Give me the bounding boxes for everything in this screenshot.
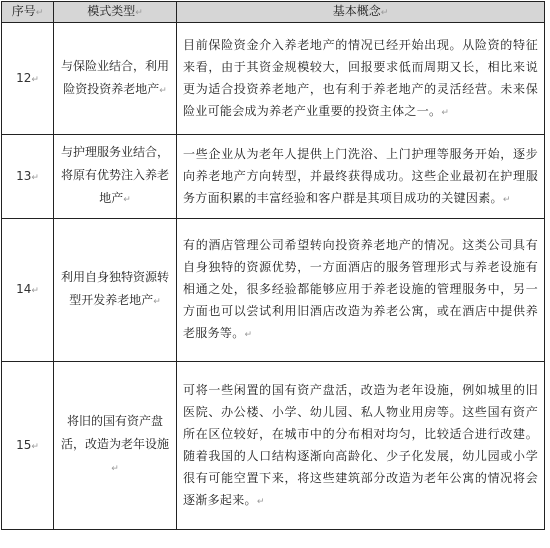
row-description: 目前保险资金介入养老地产的情况已经开始出现。从险资的特征来看，由于其资金规模较大，回报要求低而周期又长，相比来说更为适合投资养老地产，也有利于养老地产的灵活经营。未来保险业可能会成为养老产业重要的投资主体之一。↵ [177, 23, 545, 135]
row-number: 13↵ [2, 135, 54, 219]
header-basic-concept: 基本概念↵ [177, 2, 545, 23]
table-row [2, 23, 545, 135]
row-mode-type: 利用自身独特资源转型开发养老地产↵ [54, 219, 177, 362]
row-mode-type: 将旧的国有资产盘活，改造为老年设施↵ [54, 362, 177, 530]
header-mode-type: 模式类型↵ [54, 2, 177, 23]
table-header-row [2, 2, 545, 23]
table-row [2, 135, 545, 219]
row-description: 有的酒店管理公司希望转向投资养老地产的情况。这类公司具有自身独特的资源优势，一方面酒店的服务管理形式与养老设施有相通之处，很多经验都能够应用于养老设施的管理服务中，另一方面也可以尝试利用旧酒店改造为养老公寓，或在酒店中提供养老服务等。↵ [177, 219, 545, 362]
row-number: 12↵ [2, 23, 54, 135]
header-number: 序号↵ [2, 2, 54, 23]
row-mode-type: 与保险业结合，利用险资投资养老地产↵ [54, 23, 177, 135]
table-row [2, 362, 545, 530]
row-mode-type: 与护理服务业结合，将原有优势注入养老地产↵ [54, 135, 177, 219]
row-number: 14↵ [2, 219, 54, 362]
row-description: 可将一些闲置的国有资产盘活，改造为老年设施，例如城里的旧医院、办公楼、小学、幼儿园、私人物业用房等。这些国有资产所在区位较好，在城市中的分布相对均匀，比较适合进行改建。随着我国的人口结构逐渐向高龄化、少子化发展，幼儿园或小学很有可能空置下来，将这些建筑部分改造为老年公寓的情况将会逐渐多起来。↵ [177, 362, 545, 530]
business-models-table [1, 1, 545, 530]
table-row [2, 219, 545, 362]
row-number: 15↵ [2, 362, 54, 530]
row-description: 一些企业从为老年人提供上门洗浴、上门护理等服务开始，逐步向养老地产方向转型，并最终获得成功。这些企业最初在护理服务方面积累的丰富经验和客户群是其项目成功的关键因素。↵ [177, 135, 545, 219]
